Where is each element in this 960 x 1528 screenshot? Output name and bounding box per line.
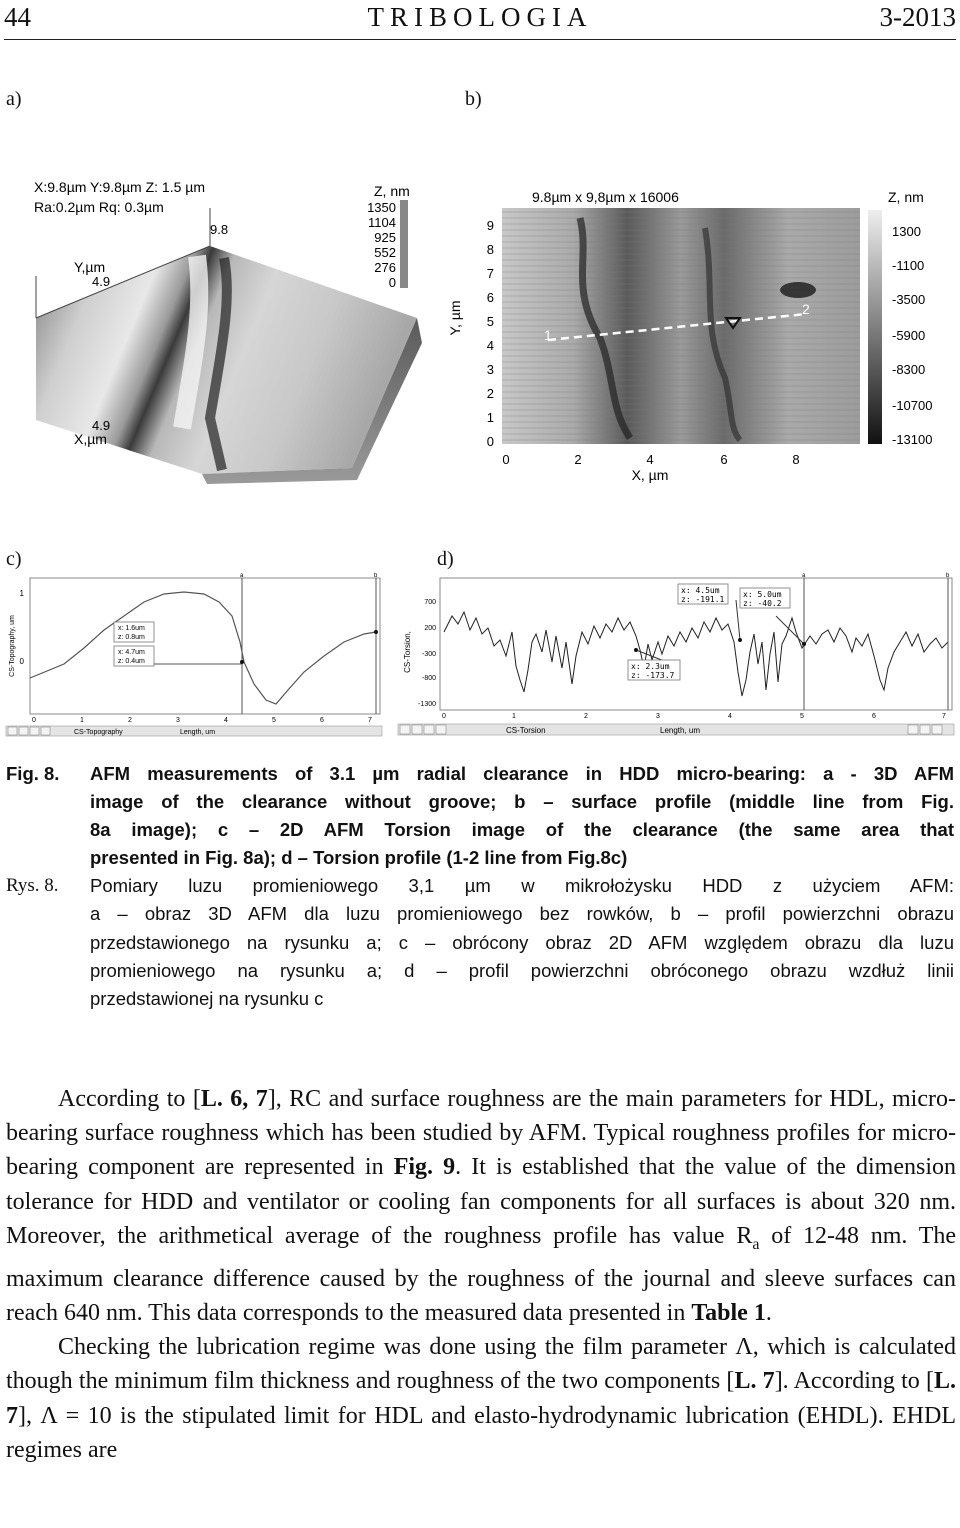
c-point-a: [240, 660, 244, 664]
ztick-0: 1350: [367, 200, 396, 215]
c-ylabel: CS-Topography, um: [9, 615, 16, 677]
d-ytick-0: 700: [424, 599, 436, 606]
panel-c-label: c): [6, 548, 22, 570]
xtick-8: 8: [792, 452, 800, 467]
b-ylabel: Y, µm: [447, 300, 463, 336]
x-label: X,µm: [74, 431, 107, 447]
panel-a-label: a): [6, 88, 22, 110]
d-ytick-4: -1300: [418, 701, 436, 708]
ztick-3: 552: [374, 245, 396, 260]
c-point-b: [374, 630, 378, 634]
b-ztick-6: -13100: [892, 432, 933, 447]
ytick-8: 8: [486, 242, 494, 257]
c-cursor-b: b: [374, 573, 378, 579]
d-xtick-3: 3: [656, 713, 660, 720]
panel-d-label: d): [437, 548, 454, 570]
marker-2: 2: [802, 301, 810, 317]
d-nav-right-1[interactable]: [908, 725, 918, 734]
d-nav-prev[interactable]: [412, 725, 422, 734]
header-rule: [4, 39, 956, 40]
xtick-0: 0: [502, 452, 510, 467]
d-ytick-2: -300: [421, 651, 436, 658]
caption-pl-line1: Pomiary luzu promieniowego 3,1 µm w mikrołożysku HDD z użyciem AFM:: [90, 875, 954, 896]
panel-b-label: b): [465, 88, 482, 110]
journal-title: TRIBOLOGIA: [367, 2, 593, 32]
ztick-1: 1104: [368, 215, 396, 230]
b-ztick-0: 1300: [892, 224, 921, 239]
c-xtick-5: 5: [272, 717, 276, 724]
d-readout2-z: z: -40.2: [743, 599, 782, 608]
ztick-4: 276: [374, 260, 396, 275]
caption-pl-line3: przedstawionego na rysunku a; c – obrócony obraz 2D AFM względem obrazu dla luzu: [90, 931, 954, 953]
c-readout2-x: x: 4.7um: [118, 649, 145, 656]
d-xtick-4: 4: [728, 713, 732, 720]
marker-1: 1: [544, 327, 552, 343]
xtick-6: 6: [720, 452, 728, 467]
caption-en-line4: presented in Fig. 8a); d – Torsion profile (1-2 line from Fig.8c): [90, 847, 628, 868]
d-xtick-5: 5: [800, 713, 804, 720]
d-ytick-1: 200: [424, 625, 436, 632]
d-ytick-3: -800: [421, 675, 436, 682]
d-readout2-x: x: 5.0um: [743, 590, 782, 599]
caption-en-line3: 8a image); c – 2D AFM Torsion image of the clearance (the same area that: [90, 819, 954, 840]
d-cursor-a: a: [802, 573, 806, 579]
c-readout1-z: z: 0.8um: [118, 634, 145, 641]
c-nav-prev[interactable]: [19, 727, 28, 735]
d-cursor-b: b: [946, 573, 950, 579]
c-xtick-3: 3: [176, 717, 180, 724]
y-value: 9.8: [210, 222, 229, 237]
c-xlabel: Length, um: [180, 729, 216, 736]
afm-3d-image: [22, 168, 440, 486]
c-ytick-1: 1: [19, 589, 24, 598]
d-nav-last[interactable]: [436, 725, 446, 734]
zscale-bar: [400, 200, 408, 288]
d-nav-right-2[interactable]: [920, 725, 930, 734]
topography-profile-chart: [4, 572, 386, 738]
figure-caption-pl: [6, 872, 954, 1012]
y-mid: 4.9: [92, 274, 111, 289]
d-nav-next[interactable]: [424, 725, 434, 734]
caption-en-line2: image of the clearance without groove; b – surface profile (middle line from Fig.: [90, 791, 954, 812]
paragraph-2: Checking the lubrication regime was done using the film parameter Λ, which is calculated though the minimum film thickness and roughness of the two components [L. 7]. According to [L. 7], Λ = 10 is the stipulated limit for HDL and elasto-hydrodynamic lubrication (EHDL). EHDL regimes are: [6, 1334, 957, 1463]
afm-torsion-image: [440, 168, 956, 484]
b-zaxis-title: Z, nm: [888, 189, 924, 205]
c-xtick-2: 2: [128, 717, 132, 724]
d-xtick-6: 6: [872, 713, 876, 720]
issue-number: 3-2013: [879, 2, 956, 32]
page-number: 44: [4, 2, 31, 32]
d-tab[interactable]: CS-Torsion: [506, 726, 546, 735]
paragraph-1: According to [L. 6, 7], RC and surface roughness are the main parameters for HDL, micro-bearing surface roughness which has been studied by AFM. Typical roughness profiles for micro-bearing component are represented in Fig. 9. It is established that the value of the dimension tolerance for HDD and ventilator or cooling fan components for all surfaces is about 320 nm. Moreover, the arithmetical average of the roughness profile has value $R_a$ of 12-48 nm. The maximum clearance difference caused by the roughness of the journal and sleeve surfaces can reach 640 nm. This data corresponds to the measured data presented in Table 1.: [6, 1086, 957, 1327]
readout-r: Ra:0.2µm Rq: 0.3µm: [34, 199, 164, 215]
ytick-0: 0: [486, 434, 494, 449]
c-ytick-0: 0: [19, 657, 24, 666]
b-ztick-2: -3500: [892, 292, 926, 307]
d-nav-right-3[interactable]: [932, 725, 942, 734]
ytick-9: 9: [486, 218, 494, 233]
b-ztick-1: -1100: [892, 258, 925, 273]
running-header: [4, 0, 956, 40]
caption-en-line1: AFM measurements of 3.1 µm radial clearance in HDD micro-bearing: a - 3D AFM: [90, 763, 954, 784]
ztick-5: 0: [388, 275, 396, 290]
b-xlabel: X, µm: [631, 467, 669, 483]
ytick-7: 7: [486, 266, 494, 281]
d-readout1-z: z: -191.1: [681, 595, 725, 604]
d-readout1-x: x: 4.5um: [681, 586, 720, 595]
ytick-1: 1: [486, 410, 494, 425]
d-readout3-x: x: 2.3um: [631, 662, 670, 671]
caption-en-label: Fig. 8.: [6, 763, 60, 784]
c-xtick-7: 7: [368, 717, 372, 724]
caption-pl-line5: przedstawionej na rysunku c: [90, 988, 324, 1010]
c-readout2-z: z: 0.4um: [118, 658, 145, 665]
d-xtick-7: 7: [942, 713, 946, 720]
d-nav-first[interactable]: [400, 725, 410, 734]
d-ylabel: CS-Torsion,: [403, 631, 412, 673]
xtick-4: 4: [646, 452, 654, 467]
readout-xyz: X:9.8µm Y:9.8µm Z: 1.5 µm: [34, 179, 206, 195]
ytick-5: 5: [486, 314, 494, 329]
c-xtick-1: 1: [80, 717, 84, 724]
b-ztick-5: -10700: [892, 398, 933, 413]
ytick-2: 2: [486, 386, 494, 401]
ytick-6: 6: [486, 290, 494, 305]
d-xtick-1: 1: [512, 713, 516, 720]
c-cursor-a: a: [240, 573, 244, 579]
b-ztick-3: -5900: [892, 328, 926, 343]
caption-pl-label: Rys. 8.: [6, 875, 59, 896]
b-title: 9.8µm x 9,8µm x 16006: [532, 189, 679, 205]
figure-caption-en: [6, 760, 954, 874]
d-readout3-z: z: -173.7: [631, 671, 675, 680]
c-xtick-4: 4: [224, 717, 228, 724]
body-text: [6, 1082, 956, 1467]
d-xlabel: Length, um: [660, 726, 701, 735]
d-xtick-2: 2: [584, 713, 588, 720]
c-nav-last[interactable]: [41, 727, 50, 735]
xtick-2: 2: [574, 452, 582, 467]
dark-spot: [780, 282, 816, 298]
c-xtick-6: 6: [320, 717, 324, 724]
ztick-2: 925: [374, 230, 396, 245]
zaxis-title: Z, nm: [374, 183, 410, 199]
c-nav-next[interactable]: [30, 727, 39, 735]
torsion-profile-chart: [396, 572, 956, 738]
caption-pl-line4: promieniowego na rysunku a; d – profil powierzchni obróconego obrazu wzdłuż linii: [90, 959, 954, 981]
c-readout1-x: x: 1.6um: [118, 625, 145, 632]
b-ztick-4: -8300: [892, 362, 926, 377]
c-nav-first[interactable]: [8, 727, 17, 735]
d-xtick-0: 0: [442, 713, 446, 720]
ytick-4: 4: [486, 338, 494, 353]
x-mid: 4.9: [92, 418, 111, 433]
caption-pl-line2: a – obraz 3D AFM dla luzu promieniowego bez rowków, b – profil powierzchni obrazu: [90, 903, 954, 925]
c-xtick-0: 0: [32, 717, 36, 724]
c-tab[interactable]: CS-Topography: [74, 729, 123, 736]
y-label: Y,µm: [74, 259, 106, 275]
b-zscale-bar: [868, 210, 882, 444]
ytick-3: 3: [486, 362, 494, 377]
